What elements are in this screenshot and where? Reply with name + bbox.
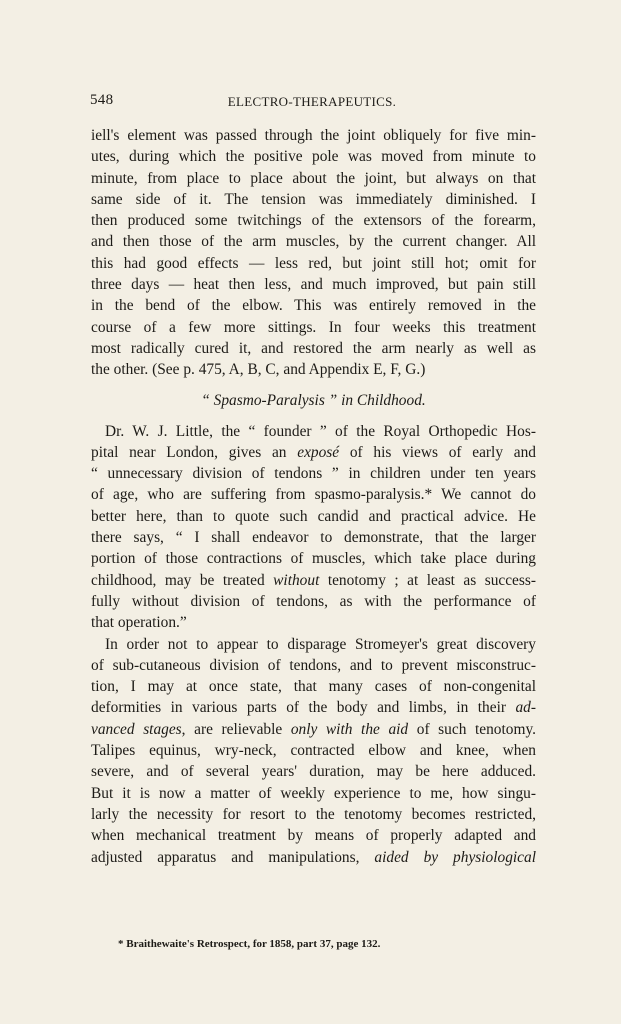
text-run: pital near London, gives an — [91, 443, 298, 461]
text-run: of his views of early and — [339, 443, 536, 461]
text-line: same side of it. The tension was immediately diminished. I — [91, 190, 536, 208]
text-line: of sub-cutaneous division of tendons, and to prevent misconstruc- — [91, 656, 536, 674]
text-line: in the bend of the elbow. This was entirely removed in the — [91, 297, 536, 315]
text-line: this had good effects — less red, but joint still hot; omit for — [91, 254, 536, 272]
text-line — [91, 719, 536, 740]
emphasis-text: ad- — [515, 699, 536, 717]
text-line — [91, 442, 536, 463]
text-line: then produced some twitchings of the extensors of the forearm, — [91, 212, 536, 230]
emphasis-text: only with the aid — [290, 720, 409, 738]
footnote: * Braithewaite's Retrospect, for 1858, part 37, page 132. — [118, 938, 381, 950]
text-line: Dr. W. J. Little, the “ founder ” of the Royal Orthopedic Hos- — [105, 422, 536, 440]
text-line: fully without division of tendons, as with the performance of — [91, 592, 536, 610]
text-run: , are relievable — [181, 720, 291, 738]
text-run: deformities in various parts of the body and limbs, in their — [91, 699, 516, 717]
text-line: In order not to appear to disparage Stromeyer's great discovery — [105, 635, 536, 653]
text-line: But it is now a matter of weekly experience to me, how singu- — [91, 784, 536, 802]
text-line — [91, 697, 536, 718]
paragraph-2 — [91, 421, 536, 634]
text-line: “ unnecessary division of tendons ” in children under ten years — [91, 465, 536, 483]
body-text — [91, 125, 536, 868]
text-line: that operation.” — [91, 614, 187, 632]
text-line: when mechanical treatment by means of properly adapted and — [91, 827, 536, 845]
text-line: larly the necessity for resort to the tenotomy becomes restricted, — [91, 805, 536, 823]
text-line: better here, than to quote such candid and practical advice. He — [91, 507, 536, 525]
page-number: 548 — [90, 92, 114, 108]
heading-title: “ Spasmo-Paralysis ” — [201, 391, 338, 409]
text-line: minute, from place to place about the joint, but always on that — [91, 169, 536, 187]
text-run: of such tenotomy. — [408, 720, 536, 738]
text-line: portion of those contractions of muscles, which take place during — [91, 550, 536, 568]
text-line: and then those of the arm muscles, by the current changer. All — [91, 233, 536, 251]
emphasis-text: without — [273, 571, 320, 589]
text-line: of age, who are suffering from spasmo-paralysis.* We cannot do — [91, 486, 536, 504]
text-line: iell's element was passed through the joint obliquely for five min- — [91, 127, 536, 144]
text-line: Talipes equinus, wry-neck, contracted elbow and knee, when — [91, 742, 536, 760]
emphasis-text: vanced stages — [91, 720, 182, 738]
text-run: adjusted apparatus and manipulations, — [91, 848, 375, 866]
text-line: severe, and of several years' duration, may be here adduced. — [91, 763, 536, 781]
paragraph-1 — [91, 125, 536, 381]
text-line — [91, 570, 536, 591]
emphasis-text: aided by physiological — [374, 848, 536, 866]
emphasis-text: exposé — [297, 443, 340, 461]
text-line: tion, I may at once state, that many cases of non-congenital — [91, 678, 536, 696]
text-line: there says, “ I shall endeavor to demonstrate, that the larger — [91, 529, 536, 547]
text-run: tenotomy ; at least as success- — [319, 571, 536, 589]
heading-subtitle: in Childhood. — [341, 391, 426, 409]
text-run: childhood, may be treated — [91, 571, 274, 589]
running-head: ELECTRO-THERAPEUTICS. — [227, 94, 397, 109]
text-line: utes, during which the positive pole was moved from minute to — [91, 148, 536, 166]
text-line — [91, 847, 536, 868]
text-line: the other. (See p. 475, A, B, C, and Appendix E, F, G.) — [91, 361, 426, 379]
page-header — [90, 92, 534, 112]
section-heading — [91, 384, 536, 418]
text-line: course of a few more sittings. In four weeks this treatment — [91, 318, 536, 336]
paragraph-3 — [91, 634, 536, 868]
text-line: most radically cured it, and restored the arm nearly as well as — [91, 339, 536, 357]
text-line: three days — heat then less, and much improved, but pain still — [91, 276, 536, 294]
